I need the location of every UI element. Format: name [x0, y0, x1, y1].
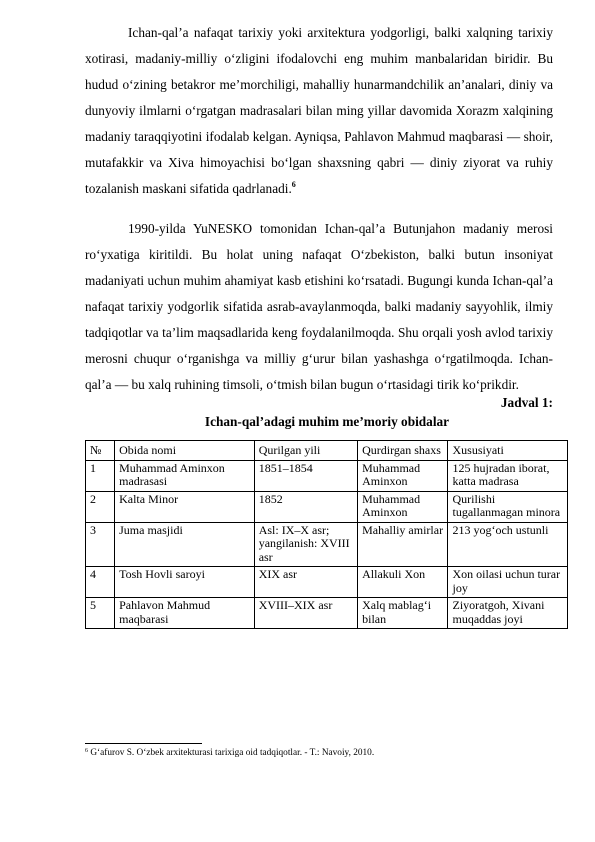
table-cell: 1852 — [254, 491, 357, 522]
table-cell: 125 hujradan iborat, katta madrasa — [448, 460, 568, 491]
table-cell: Qurilishi tugallanmagan minora — [448, 491, 568, 522]
footnote-reference[interactable]: 6 — [291, 180, 296, 189]
table-cell: 213 yog‘och ustunli — [448, 522, 568, 567]
table-row — [86, 522, 568, 567]
table-cell: Xon oilasi uchun turar joy — [448, 567, 568, 598]
table-row — [86, 598, 568, 629]
table-cell: 4 — [86, 567, 115, 598]
table-cell: Tosh Hovli saroyi — [115, 567, 255, 598]
table-cell: 3 — [86, 522, 115, 567]
table-cell: 5 — [86, 598, 115, 629]
table-cell: 1851–1854 — [254, 460, 357, 491]
header-number: № — [86, 441, 115, 461]
table-row — [86, 460, 568, 491]
header-builder: Qurdirgan shaxs — [358, 441, 448, 461]
table-cell: XVIII–XIX asr — [254, 598, 357, 629]
table-cell: Muhammad Aminxon madrasasi — [115, 460, 255, 491]
footnote-divider — [85, 743, 202, 744]
header-year: Qurilgan yili — [254, 441, 357, 461]
paragraph-2: 1990-yilda YuNESKO tomonidan Ichan-qal’a Butunjahon madaniy merosi ro‘yxatiga kiritildi. Bu holat uning nafaqat O‘zbekiston, balki butun insoniyat madaniyati uchun muhim ahamiyat kasb etishini ko‘rsatadi. Bugungi kunda Ichan-qal’a nafaqat tarixiy yodgorlik sifatida asrab-avaylanmoqda, balki madaniy sayyohlik, ilmiy tadqiqotlar va ta’lim maqsadlarida keng foydalanilmoqda. Shu orqali yosh avlod tarixiy merosni chuqur o‘rganishga va milliy g‘urur bilan yashashga o‘rgatilmoqda. Ichan-qal’a — bu xalq ruhining timsoli, o‘tmish bilan bugun o‘rtasidagi tirik ko‘prikdir. — [85, 221, 553, 392]
table-cell: Asl: IX–X asr; yangilanish: XVIII asr — [254, 522, 357, 567]
table-cell: XIX asr — [254, 567, 357, 598]
paragraph-1 — [85, 20, 553, 202]
table-cell: Pahlavon Mahmud maqbarasi — [115, 598, 255, 629]
table-header-row — [86, 441, 568, 461]
table-cell: Juma masjidi — [115, 522, 255, 567]
table-cell: 1 — [86, 460, 115, 491]
paragraph-1-text: Ichan-qal’a nafaqat tarixiy yoki arxitektura yodgorligi, balki xalqning tarixiy xotirasi, madaniy-milliy o‘zligini ifodalovchi eng muhim manbalaridan biridir. Bu hudud o‘zining betakror me’morchiligi, mahalliy hunarmandchilik an’analari, diniy va dunyoviy ilmlarni o‘rgatgan madrasalari bilan ming yillar davomida Xorazm xalqining madaniy taraqqiyotini ifodalab kelgan. Ayniqsa, Pahlavon Mahmud maqbarasi — shoir, mutafakkir va Xiva himoyachisi bo‘lgan shaxsning qabri — diniy ziyorat va ruhiy tozalanish maskani sifatida qadrlanadi. — [85, 25, 553, 196]
header-name: Obida nomi — [115, 441, 255, 461]
table-row — [86, 567, 568, 598]
table-cell: Ziyoratgoh, Xivani muqaddas joyi — [448, 598, 568, 629]
table-row — [86, 491, 568, 522]
table-cell: Xalq mablag‘i bilan — [358, 598, 448, 629]
table-label: Jadval 1: — [500, 395, 553, 410]
footnote-text: G‘afurov S. O‘zbek arxitekturasi tarixiga oid tadqiqotlar. - T.: Navoiy, 2010. — [90, 748, 375, 758]
table-title: Ichan-qal’adagi muhim me’moriy obidalar — [204, 414, 450, 429]
footnote — [85, 745, 374, 759]
table-cell: Kalta Minor — [115, 491, 255, 522]
table-cell: 2 — [86, 491, 115, 522]
table-cell: Muhammad Aminxon — [358, 491, 448, 522]
footnote-number: 6 — [85, 748, 88, 754]
table-cell: Allakuli Xon — [358, 567, 448, 598]
table-cell: Mahalliy amirlar — [358, 522, 448, 567]
table-cell: Muhammad Aminxon — [358, 460, 448, 491]
monuments-table — [85, 440, 568, 629]
header-feature: Xususiyati — [448, 441, 568, 461]
